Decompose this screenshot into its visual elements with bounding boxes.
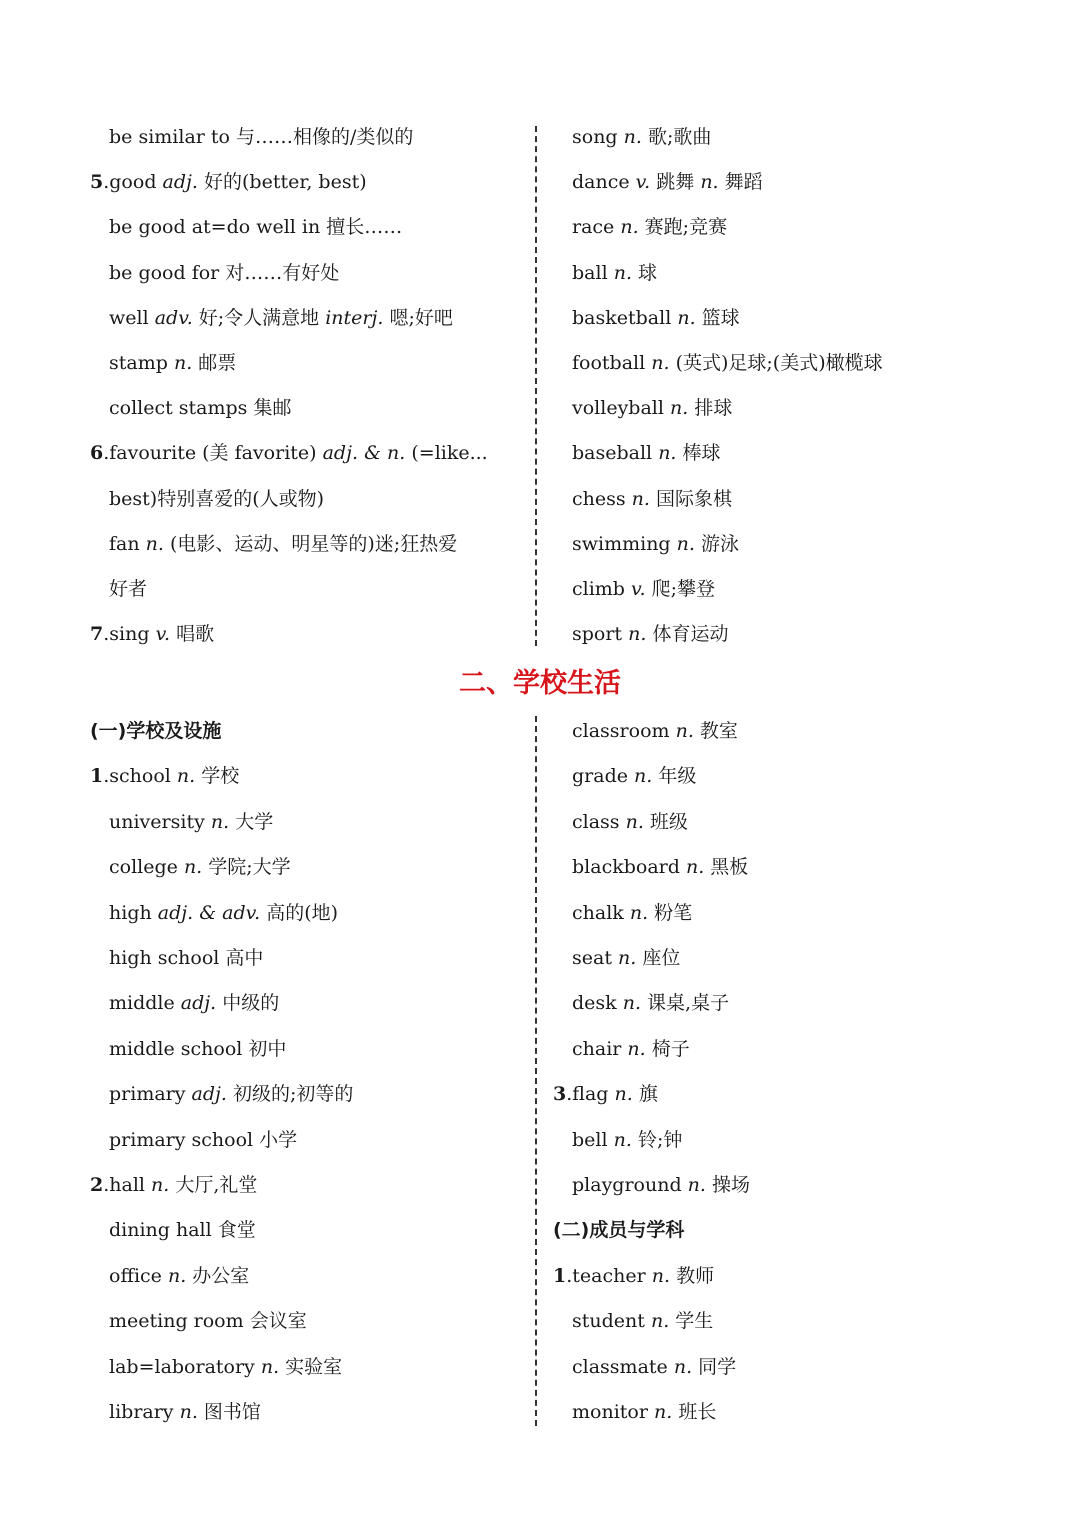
chinese-meaning: 粉笔 xyxy=(654,901,693,924)
part-of-speech: n. xyxy=(614,1083,633,1106)
entry-word: best)特别喜爱的(人或物) xyxy=(109,487,325,510)
vocab-entry xyxy=(553,1353,736,1381)
part-of-speech: n. xyxy=(700,171,719,194)
chinese-meaning: 班长 xyxy=(678,1401,717,1423)
chinese-meaning: 高的(地) xyxy=(266,901,339,924)
chinese-meaning: 中级的 xyxy=(222,992,280,1015)
entry-word: high xyxy=(109,901,152,924)
vocab-entry xyxy=(90,1262,249,1290)
entry-word: university xyxy=(109,810,205,833)
subsection-heading-text: (一)学校及设施 xyxy=(90,720,222,742)
chinese-meaning: 大厅,礼堂 xyxy=(175,1174,258,1196)
vocab-entry xyxy=(553,944,680,972)
entry-number: 1 xyxy=(90,765,104,788)
part-of-speech: n. xyxy=(183,856,203,879)
vocab-entry xyxy=(553,899,692,927)
chinese-meaning: 图书馆 xyxy=(203,1401,261,1423)
chinese-meaning: 年级 xyxy=(658,765,697,788)
entry-number: 2 xyxy=(90,1174,104,1196)
entry-word: desk xyxy=(572,992,617,1015)
chinese-meaning: 体育运动 xyxy=(652,623,729,646)
part-of-speech: n. xyxy=(620,216,639,239)
part-of-speech: n. xyxy=(628,623,647,646)
vocab-entry xyxy=(553,394,732,422)
entry-word: grade xyxy=(572,765,628,788)
chinese-meaning: 棒球 xyxy=(682,442,721,465)
entry-word: collect stamps xyxy=(109,397,248,420)
chinese-meaning: 高中 xyxy=(225,947,264,969)
chinese-meaning: 班级 xyxy=(649,810,688,833)
entry-word: volleyball xyxy=(572,397,664,420)
entry-word: 好者 xyxy=(109,578,148,600)
entry-word: lab=laboratory xyxy=(109,1355,255,1378)
vocab-entry xyxy=(90,1171,257,1199)
part-of-speech: adj. & n. xyxy=(322,442,406,465)
vocab-entry xyxy=(90,168,367,196)
vocab-entry xyxy=(90,1035,286,1063)
part-of-speech: adj. & adv. xyxy=(157,901,261,924)
entry-word: dining hall xyxy=(109,1219,212,1242)
part-of-speech: n. xyxy=(685,856,705,879)
chinese-meaning: 嗯;好吧 xyxy=(389,306,453,329)
entry-word: .favourite (美 favorite) xyxy=(103,442,317,465)
vocab-entry xyxy=(90,808,273,836)
vocab-entry xyxy=(90,259,339,287)
part-of-speech: n. xyxy=(631,487,650,510)
vocab-entry xyxy=(553,717,738,745)
vocab-entry xyxy=(90,620,214,648)
part-of-speech: adj. xyxy=(180,992,217,1015)
entry-word: middle school xyxy=(109,1037,243,1060)
chinese-meaning: 歌;歌曲 xyxy=(647,126,712,148)
entry-word: blackboard xyxy=(572,856,680,879)
chinese-meaning: 课桌,桌子 xyxy=(647,992,730,1015)
vocab-entry xyxy=(553,1171,750,1199)
part-of-speech: n. xyxy=(651,352,670,374)
vocab-entry xyxy=(90,1307,307,1335)
vocab-entry xyxy=(90,1353,342,1381)
part-of-speech: n. xyxy=(613,261,632,284)
subsection-heading xyxy=(90,717,221,745)
chinese-meaning: 初中 xyxy=(248,1037,287,1060)
part-of-speech: n. xyxy=(176,765,196,788)
part-of-speech: n. xyxy=(179,1401,198,1423)
chinese-meaning: 旗 xyxy=(638,1083,658,1106)
entry-word: .flag xyxy=(566,1083,609,1106)
entry-word: .hall xyxy=(103,1174,145,1196)
entry-word: college xyxy=(109,856,178,879)
chinese-meaning: 椅子 xyxy=(651,1037,690,1060)
chinese-meaning: 食堂 xyxy=(217,1219,256,1242)
bottom-column-divider xyxy=(535,716,537,1426)
entry-word: climb xyxy=(572,578,625,600)
entry-word: well xyxy=(109,306,149,329)
chinese-meaning: 实验室 xyxy=(285,1355,343,1378)
top-column-divider xyxy=(535,126,537,646)
entry-word: baseball xyxy=(572,442,653,465)
chinese-meaning: 初级的;初等的 xyxy=(233,1083,354,1106)
part-of-speech: n. xyxy=(167,1264,187,1287)
part-of-speech: v. xyxy=(635,171,651,194)
entry-word: playground xyxy=(572,1174,682,1196)
vocab-entry xyxy=(553,530,739,558)
entry-number: 7 xyxy=(90,623,104,646)
vocab-entry xyxy=(90,213,402,241)
chinese-meaning: 大学 xyxy=(235,810,274,833)
entry-word: primary xyxy=(109,1083,186,1106)
chinese-meaning: 办公室 xyxy=(192,1264,250,1287)
chinese-meaning: 铃;钟 xyxy=(637,1128,683,1151)
part-of-speech: n. xyxy=(629,901,649,924)
vocab-entry xyxy=(90,762,239,790)
part-of-speech: n. xyxy=(151,1174,170,1196)
chinese-meaning: 擅长…… xyxy=(326,216,403,239)
chinese-meaning: 与……相像的/类似的 xyxy=(236,126,414,148)
part-of-speech: v. xyxy=(155,623,171,646)
entry-word: sport xyxy=(572,623,623,646)
entry-word: chair xyxy=(572,1037,622,1060)
entry-word: .good xyxy=(103,171,157,194)
part-of-speech: n. xyxy=(623,126,642,148)
part-of-speech: n. xyxy=(675,720,694,742)
subsection-heading-text: (二)成员与学科 xyxy=(553,1219,685,1242)
vocab-entry xyxy=(90,1126,297,1154)
entry-word: classroom xyxy=(572,720,670,742)
vocab-entry xyxy=(553,762,696,790)
chinese-meaning: 集邮 xyxy=(253,397,292,420)
chinese-meaning: 学院;大学 xyxy=(208,856,291,879)
vocab-entry xyxy=(553,213,727,241)
vocab-entry xyxy=(553,1307,713,1335)
chinese-meaning: 舞蹈 xyxy=(724,171,763,194)
entry-word: middle xyxy=(109,992,175,1015)
entry-word: monitor xyxy=(572,1401,648,1423)
vocab-entry xyxy=(553,853,748,881)
vocab-entry xyxy=(553,1398,716,1426)
vocab-entry xyxy=(553,485,732,513)
chinese-meaning: 学校 xyxy=(201,765,240,788)
entry-word: chalk xyxy=(572,901,624,924)
chinese-meaning: 座位 xyxy=(642,947,681,969)
entry-word: be good at=do well in xyxy=(109,216,321,239)
chinese-meaning: 小学 xyxy=(259,1128,298,1151)
chinese-meaning: 国际象棋 xyxy=(656,487,733,510)
vocab-entry xyxy=(90,439,488,467)
entry-word: meeting room xyxy=(109,1310,244,1333)
entry-number: 5 xyxy=(90,171,104,194)
vocab-entry xyxy=(90,485,324,513)
vocab-entry xyxy=(90,989,279,1017)
part-of-speech: n. xyxy=(627,1037,646,1060)
subsection-heading xyxy=(553,1216,684,1244)
chinese-meaning: 跳舞 xyxy=(656,171,695,194)
part-of-speech: n. xyxy=(676,532,695,555)
vocab-entry xyxy=(90,944,263,972)
vocab-entry xyxy=(90,1080,353,1108)
part-of-speech: n. xyxy=(145,532,164,555)
vocab-entry xyxy=(553,989,729,1017)
part-of-speech: n. xyxy=(651,1264,671,1287)
vocab-entry xyxy=(553,1126,682,1154)
chinese-meaning: 会议室 xyxy=(249,1310,307,1333)
entry-word: classmate xyxy=(572,1355,668,1378)
part-of-speech: v. xyxy=(631,578,646,600)
entry-word: chess xyxy=(572,487,626,510)
vocab-entry xyxy=(553,1262,714,1290)
entry-word: football xyxy=(572,352,646,374)
chinese-meaning: 球 xyxy=(638,261,658,284)
entry-word: .teacher xyxy=(566,1264,646,1287)
part-of-speech: n. xyxy=(677,306,696,329)
entry-word: stamp xyxy=(109,352,168,374)
entry-word: race xyxy=(572,216,615,239)
vocab-entry xyxy=(90,394,292,422)
part-of-speech: n. xyxy=(634,765,653,788)
entry-number: 1 xyxy=(553,1264,567,1287)
part-of-speech: n. xyxy=(173,352,193,374)
entry-word: office xyxy=(109,1264,162,1287)
part-of-speech: n. xyxy=(625,810,644,833)
part-of-speech: n. xyxy=(613,1128,632,1151)
part-of-speech: adj. xyxy=(162,171,198,194)
entry-word: library xyxy=(109,1401,174,1423)
chinese-meaning: 操场 xyxy=(712,1174,751,1196)
vocab-entry xyxy=(90,123,413,151)
entry-word: .sing xyxy=(103,623,150,646)
vocab-entry xyxy=(90,304,453,332)
chinese-meaning: 黑板 xyxy=(710,856,749,879)
vocab-entry xyxy=(553,1080,658,1108)
vocab-entry xyxy=(90,530,457,558)
part-of-speech: n. xyxy=(673,1355,693,1378)
chinese-meaning: (英式)足球;(美式)橄榄球 xyxy=(675,352,883,374)
chinese-meaning: 邮票 xyxy=(198,352,237,374)
vocab-entry xyxy=(553,620,728,648)
chinese-meaning: 篮球 xyxy=(701,306,740,329)
entry-word: .school xyxy=(103,765,171,788)
entry-word: be similar to xyxy=(109,126,230,148)
chinese-meaning: (电影、运动、明星等的)迷;狂热爱 xyxy=(169,532,458,555)
part-of-speech: n. xyxy=(653,1401,673,1423)
entry-word: class xyxy=(572,810,620,833)
entry-word: bell xyxy=(572,1128,608,1151)
part-of-speech: n. xyxy=(658,442,677,465)
chinese-meaning: 排球 xyxy=(694,397,733,420)
vocab-entry xyxy=(553,1035,690,1063)
vocab-entry xyxy=(90,899,338,927)
part-of-speech: n. xyxy=(622,992,641,1015)
entry-word: ball xyxy=(572,261,608,284)
entry-word: student xyxy=(572,1310,645,1333)
chinese-meaning: 教室 xyxy=(699,720,738,742)
vocab-entry xyxy=(90,575,147,603)
vocab-entry xyxy=(553,808,688,836)
chinese-meaning: 游泳 xyxy=(700,532,739,555)
vocab-entry xyxy=(553,259,657,287)
entry-number: 3 xyxy=(553,1083,567,1106)
chinese-meaning: 学生 xyxy=(675,1310,714,1333)
vocab-entry xyxy=(553,349,883,377)
vocab-entry xyxy=(553,168,763,196)
part-of-speech: adv. xyxy=(154,306,193,329)
entry-word: song xyxy=(572,126,618,148)
part-of-speech: adj. xyxy=(191,1083,227,1106)
chinese-meaning: 同学 xyxy=(698,1355,737,1378)
chinese-meaning: 好;令人满意地 xyxy=(198,306,320,329)
entry-number: 6 xyxy=(90,442,104,465)
chinese-meaning: 对……有好处 xyxy=(225,261,340,284)
chinese-meaning: 唱歌 xyxy=(176,623,215,646)
vocab-entry xyxy=(90,1398,261,1426)
vocab-entry xyxy=(553,575,715,603)
part-of-speech: n. xyxy=(687,1174,706,1196)
part-of-speech: n. xyxy=(650,1310,670,1333)
entry-word: swimming xyxy=(572,532,671,555)
chinese-meaning: 好的(better, best) xyxy=(204,171,367,194)
section-title: 二、学校生活 xyxy=(459,668,621,699)
vocab-entry xyxy=(90,853,291,881)
part-of-speech: n. xyxy=(618,947,637,969)
chinese-meaning: 爬;攀登 xyxy=(651,578,716,600)
entry-word: be good for xyxy=(109,261,220,284)
entry-word: basketball xyxy=(572,306,672,329)
part-of-speech: n. xyxy=(210,810,230,833)
chinese-meaning: 教师 xyxy=(676,1264,715,1287)
vocab-entry xyxy=(553,439,721,467)
vocab-entry xyxy=(90,349,236,377)
vocab-entry xyxy=(553,304,740,332)
part-of-speech: interj. xyxy=(325,306,384,329)
chinese-meaning: 赛跑;竞赛 xyxy=(644,216,728,239)
part-of-speech: n. xyxy=(670,397,689,420)
vocab-entry xyxy=(553,123,711,151)
entry-word: dance xyxy=(572,171,630,194)
entry-word: primary school xyxy=(109,1128,254,1151)
entry-word: high school xyxy=(109,947,220,969)
entry-word: fan xyxy=(109,532,140,555)
vocab-entry xyxy=(90,1216,256,1244)
entry-word: seat xyxy=(572,947,612,969)
chinese-meaning: (=like... xyxy=(411,442,488,465)
part-of-speech: n. xyxy=(260,1355,280,1378)
